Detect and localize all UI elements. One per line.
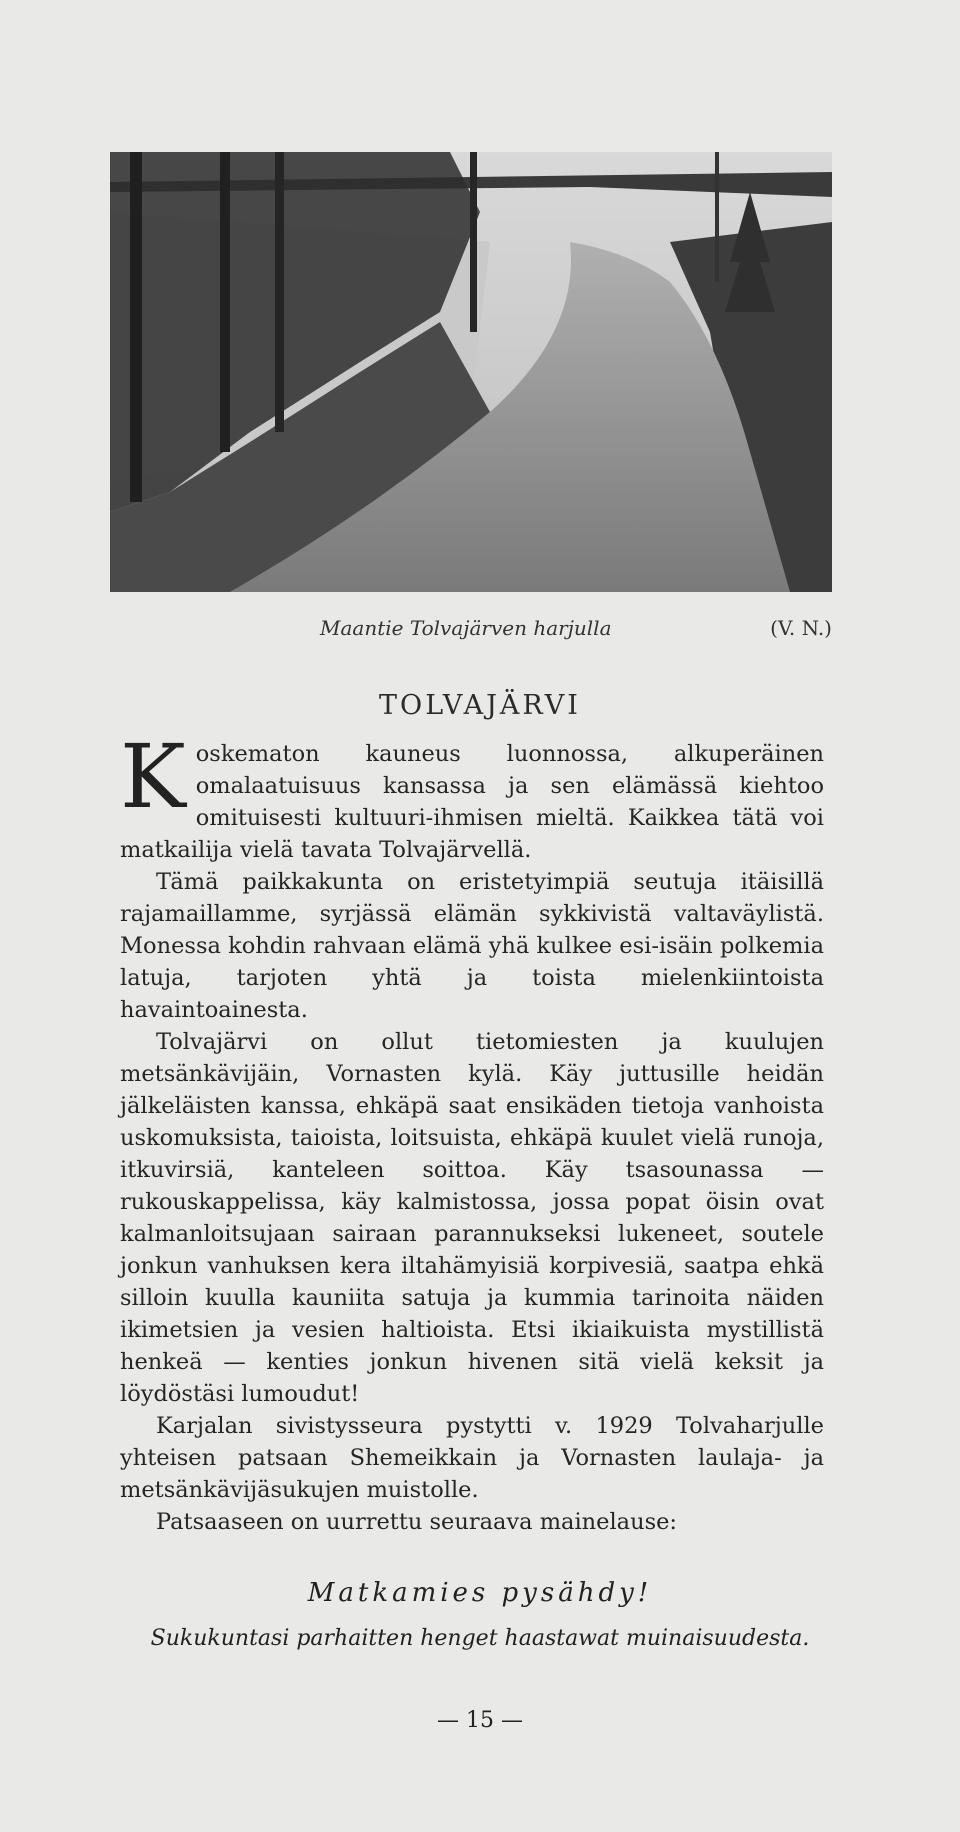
drop-cap: K bbox=[120, 725, 186, 828]
paragraph-3: Tolvajärvi on ollut tietomiesten ja kuulujen metsänkävijäin, Vornasten kylä. Käy juttusille heidän jälkeläisten kanssa, ehkäpä saat ensikäden tietoja vanhoista uskomuksista, taioista, loitsuista, ehkäpä kuulet vielä runoja, itkuvirsiä, kanteleen soittoa. Käy tsasounassa — rukouskappelissa, käy kalmistossa, jossa popat öisin ovat kalmanloitsujaan sairaan parannukseksi lukeneet, soutele jonkun vanhuksen kera iltahämyisiä korpivesiä, saatpa ehkä silloin kuulla kauniita satuja ja kummia tarinoita näiden ikimetsien ja vesien haltioista. Etsi ikiaikuista mystillistä henkeä — kenties jonkun hivenen sitä vielä keksit ja löydöstäsi lumoudut! bbox=[120, 1029, 824, 1407]
motto-line-2: Sukukuntasi parhaitten henget haastawat muinaisuudesta. bbox=[150, 1626, 810, 1651]
landscape-photo-icon bbox=[110, 152, 832, 592]
paragraph-1-text: oskematon kauneus luonnossa, alkuperäinen omalaatuisuus kansassa ja sen elämässä kiehtoo omituisesti kultuuri-ihmisen mieltä. Kaikkea tätä voi matkailija vielä tavata Tolvajärvellä. bbox=[120, 741, 824, 863]
page-number: — 15 — bbox=[437, 1708, 523, 1733]
photo-caption bbox=[110, 616, 832, 646]
paragraph-1 bbox=[120, 725, 824, 866]
motto-line-1: Matkamies pysähdy! bbox=[307, 1578, 653, 1608]
caption-text: Maantie Tolvajärven harjulla bbox=[320, 616, 612, 640]
article-body bbox=[120, 725, 824, 1538]
page-title: TOLVAJÄRVI bbox=[379, 690, 581, 721]
road-photo bbox=[110, 152, 832, 592]
paragraph-4: Karjalan sivistysseura pystytti v. 1929 Tolvaharjulle yhteisen patsaan Shemeikkain ja Vornasten laulaja- ja metsänkävijäsukujen muistolle. bbox=[120, 1413, 824, 1503]
paragraph-5: Patsaaseen on uurrettu seuraava mainelause: bbox=[156, 1509, 678, 1535]
photo-credit: (V. N.) bbox=[770, 616, 832, 640]
paragraph-2: Tämä paikkakunta on eristetyimpiä seutuja itäisillä rajamaillamme, syrjässä elämän sykkivistä valtaväylistä. Monessa kohdin rahvaan elämä yhä kulkee esi-isäin polkemia latuja, tarjoten yhtä ja toista mielenkiintoista havaintoainesta. bbox=[120, 869, 824, 1023]
